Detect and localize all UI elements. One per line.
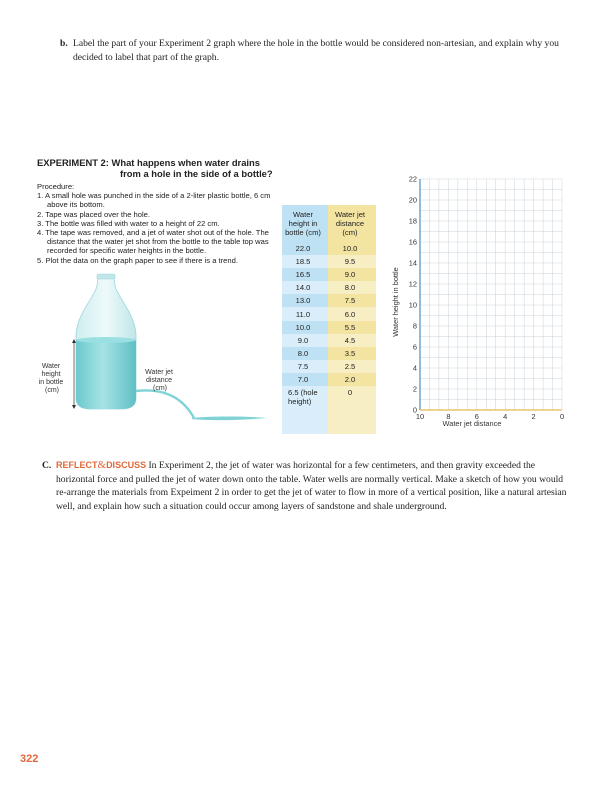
table-cell-distance: 4.5 [328, 334, 376, 347]
y-tick-label: 8 [412, 321, 417, 331]
table-row [282, 373, 376, 386]
procedure [37, 182, 275, 265]
y-tick-label: 0 [412, 405, 417, 415]
x-tick-label: 8 [446, 412, 451, 421]
bottle-cap [97, 274, 115, 279]
table-cell-height: 22.0 [282, 242, 328, 255]
y-tick-label: 14 [408, 258, 417, 268]
table-cell-distance: 10.0 [328, 242, 376, 255]
procedure-step: 3. The bottle was filled with water to a height of 22 cm. [37, 218, 220, 228]
y-tick-label: 4 [412, 363, 417, 373]
table-cell-distance: 2.0 [328, 373, 376, 386]
x-tick-label: 6 [474, 412, 479, 421]
bottle-water [76, 339, 136, 410]
experiment-title-line1: EXPERIMENT 2: What happens when water drains [37, 157, 260, 168]
y-tick-label: 12 [408, 279, 417, 289]
table-cell-distance: 8.0 [328, 281, 376, 294]
table-cell-distance: 2.5 [328, 360, 376, 373]
table-row [282, 321, 376, 334]
procedure-step: 5. Plot the data on the graph paper to see if there is a trend. [37, 255, 238, 265]
experiment-title [37, 157, 277, 179]
table-cell-height: 7.0 [282, 373, 328, 386]
x-axis-title: Water jet distance [442, 419, 502, 428]
table-cell-height: 16.5 [282, 268, 328, 281]
table-row [282, 334, 376, 347]
y-axis-title: Water height in bottle [391, 267, 400, 337]
question-b [60, 37, 560, 64]
question-b-text: Label the part of your Experiment 2 graph where the hole in the bottle would be considered non-artesian, and explain why you decided to label that part of the graph. [73, 38, 559, 63]
table-row [282, 294, 376, 307]
question-c-label: C. [42, 460, 52, 471]
grid-lines [420, 179, 562, 410]
table-cell-height: 18.5 [282, 255, 328, 268]
table-row [282, 242, 376, 255]
question-b-label: b. [60, 38, 68, 49]
height-label: Water height in bottle (cm) [38, 363, 64, 394]
table-row [282, 386, 376, 434]
x-tick-label: 2 [531, 412, 536, 421]
table-row [282, 281, 376, 294]
table-cell-height: 8.0 [282, 347, 328, 360]
y-tick-label: 2 [412, 384, 417, 394]
data-table [282, 205, 376, 434]
discuss-heading: DISCUSS [106, 460, 147, 470]
y-tick-label: 10 [408, 300, 417, 310]
y-tick-label: 16 [408, 237, 417, 247]
table-cell-distance: 9.0 [328, 268, 376, 281]
table-cell-height: 7.5 [282, 360, 328, 373]
procedure-step: 1. A small hole was punched in the side of a 2-liter plastic bottle, 6 cm above its bottom. [37, 191, 271, 210]
water-jet [136, 390, 194, 418]
y-tick-label: 20 [408, 195, 417, 205]
table-cell-distance: 3.5 [328, 347, 376, 360]
question-c-text: In Experiment 2, the jet of water was horizontal for a few centimeters, and then gravity exceeded the horizontal force and pulled the jet of water down onto the table. Water wells are normally vertical. Make a sketch of how you would re-arrange the materials from Expeiment 2 in order to get the jet of water to flow in more of a vertical position, like a natural artesian well, and explain how such a situation could occur among layers of sandstone and shale underground. [56, 460, 567, 512]
table-row [282, 347, 376, 360]
y-tick-label: 22 [408, 174, 417, 184]
table-cell-distance: 5.5 [328, 321, 376, 334]
procedure-heading: Procedure: [37, 182, 75, 191]
procedure-step: 4. The tape was removed, and a jet of water shot out of the hole. The distance that the water jet shot from the bottle to the table top was recorded for specific water heights in the bottle. [37, 228, 269, 256]
x-tick-label: 4 [503, 412, 508, 421]
x-tick-label: 10 [415, 412, 425, 421]
y-tick-labels [409, 175, 417, 415]
table-header-row [282, 205, 376, 242]
table-row [282, 268, 376, 281]
table-row [282, 307, 376, 320]
experiment-title-line2: from a hole in the side of a bottle? [120, 168, 273, 179]
table-cell-height: 6.5 (hole height) [282, 386, 328, 434]
table-cell-height: 11.0 [282, 307, 328, 320]
question-c [42, 459, 570, 513]
y-tick-label: 18 [408, 216, 417, 226]
table-row [282, 360, 376, 373]
graph-paper [380, 170, 580, 430]
table-cell-height: 14.0 [282, 281, 328, 294]
table-row [282, 255, 376, 268]
table-cell-height: 10.0 [282, 321, 328, 334]
y-tick-label: 6 [412, 342, 417, 352]
table-cell-distance: 6.0 [328, 307, 376, 320]
table-cell-distance: 7.5 [328, 294, 376, 307]
bottle-figure [32, 268, 282, 428]
x-tick-label: 0 [559, 412, 565, 421]
water-puddle [192, 417, 267, 421]
table-cell-height: 13.0 [282, 294, 328, 307]
page-number: 322 [20, 753, 39, 765]
table-header-distance: Water jet distance (cm) [328, 205, 376, 242]
ampersand: & [97, 459, 107, 471]
table-cell-height: 9.0 [282, 334, 328, 347]
question-c-body [42, 459, 570, 513]
table-header-height: Water height in bottle (cm) [282, 205, 328, 242]
procedure-step: 2. Tape was placed over the hole. [37, 209, 150, 219]
table-cell-distance: 0 [328, 386, 376, 434]
table-cell-distance: 9.5 [328, 255, 376, 268]
reflect-heading: REFLECT [56, 460, 98, 470]
jet-distance-label: Water jet distance (cm) [145, 369, 173, 392]
